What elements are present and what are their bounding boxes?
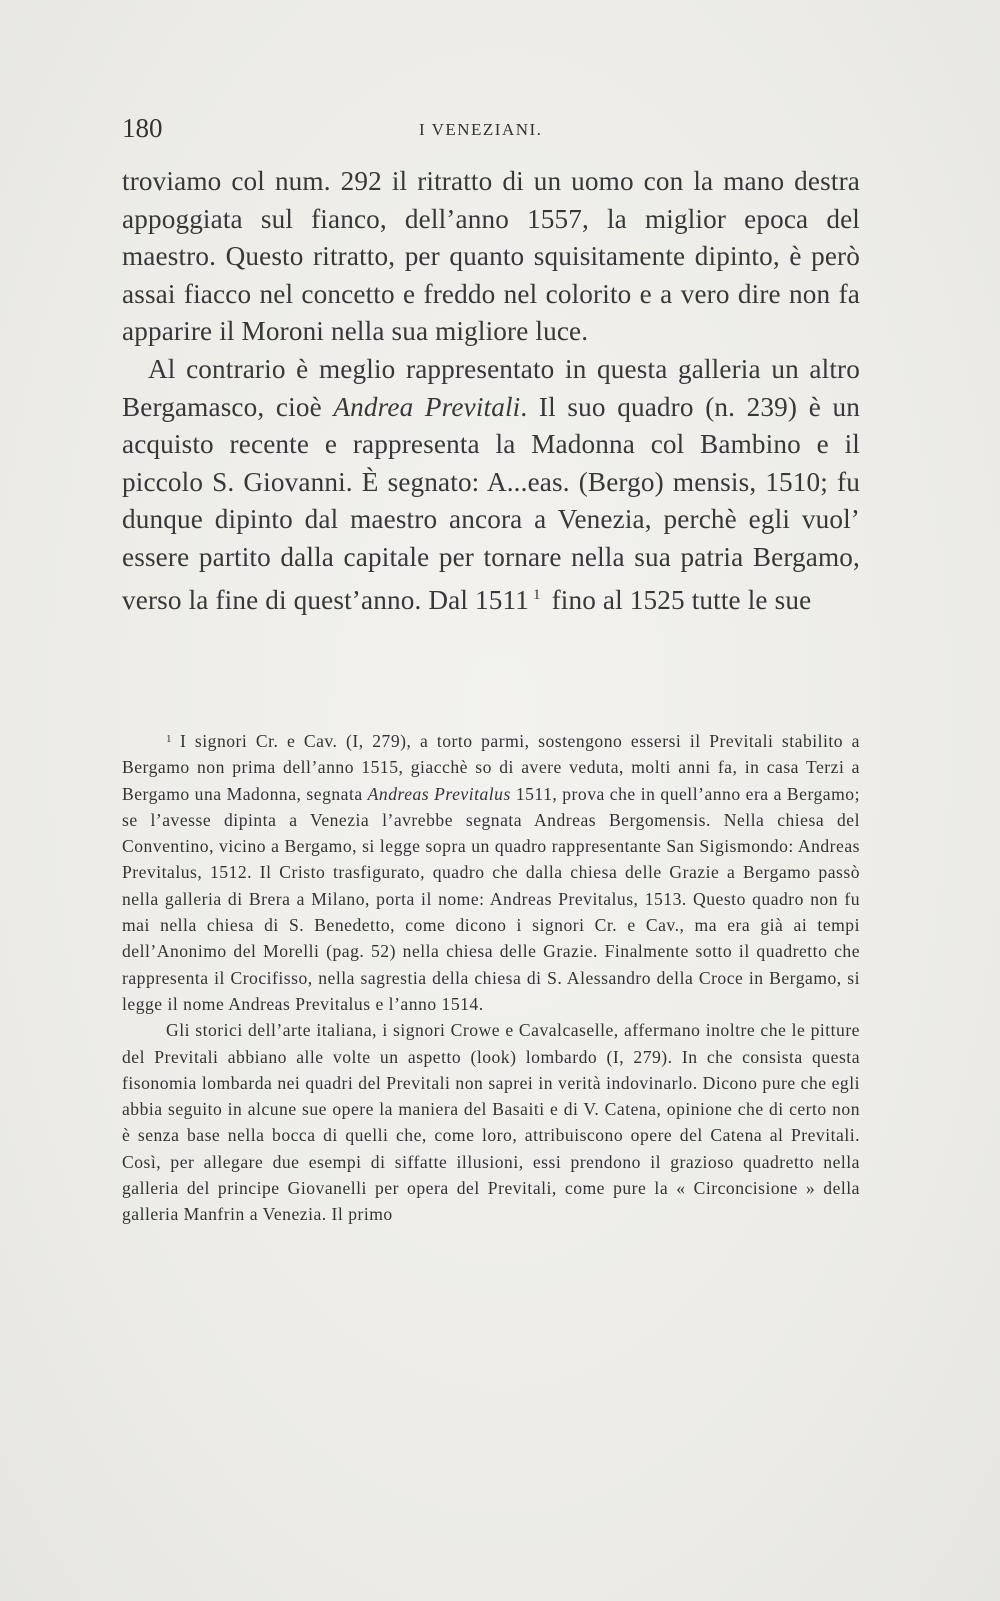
footnote-reference: 1 (532, 586, 541, 603)
footnotes (122, 726, 860, 1228)
footnote-1-continuation (122, 1017, 860, 1227)
page-header (122, 113, 858, 153)
footnote-1 (122, 726, 860, 1017)
paragraph-2 (122, 351, 860, 619)
running-title: I VENEZIANI. (419, 120, 543, 139)
footnote-1-italic: Andreas Previtalus (367, 783, 511, 804)
footnote-2-text: Gli storici dell’arte italiana, i signori Crowe e Cavalcaselle, affermano inoltre che le pitture del Previtali abbiano alle volte un aspetto (look) lombardo (I, 279). In che consista questa fisonomia lombarda nei quadri del Previtali non saprei in verità indovinarlo. Dicono pure che egli abbia seguito in alcune sue opere la maniera del Basaiti e di V. Catena, opinione che di certo non è senza base nella bocca di quelli che, come loro, attribuiscono opere del Catena al Previtali. Così, per allegare due esempi di siffatte illusioni, essi prendono il grazioso quadretto nella galleria del principe Giovanelli per opera del Previtali, come pure la « Circoncisione » della galleria Manfrin a Venezia. Il primo (122, 1020, 860, 1225)
paragraph-1 (122, 163, 860, 351)
italic-name: Andrea Previtali (333, 391, 521, 422)
main-text (122, 163, 860, 619)
footnote-1-text-b: 1511, prova che in quell’anno era a Bergamo; se l’avesse dipinta a Venezia l’avrebbe segnata Andreas Bergomensis. Nella chiesa del Conventino, vicino a Bergamo, si legge sopra un quadro rappresentante San Sigismondo: Andreas Previtalus, 1512. Il Cristo trasfigurato, quadro che dalla chiesa delle Grazie a Bergamo passò nella galleria di Brera a Milano, porta il nome: Andreas Previtalus, 1513. Questo quadro non fu mai nella chiesa di S. Benedetto, come dicono i signori Cr. e Cav., ma era già ai tempi dell’Anonimo del Morelli (pag. 52) nella chiesa delle Grazie. Finalmente sotto il quadretto che rappresenta il Crocifisso, nella sagrestia della chiesa di S. Alessandro della Croce in Bergamo, si legge il nome Andreas Previtalus e l’anno 1514. (122, 783, 860, 1014)
paragraph-1-text: troviamo col num. 292 il ritratto di un uomo con la mano destra appoggiata sul fianco, dell’anno 1557, la miglior epoca del maestro. Questo ritratto, per quanto squisitamente dipinto, è però assai fiacco nel concetto e freddo nel colorito e a vero dire non fa apparire il Moroni nella sua migliore luce. (122, 166, 860, 347)
paragraph-2-text-c: fino al 1525 tutte le sue (544, 584, 812, 615)
footnote-1-text-a: I signori Cr. e Cav. (I, 279), a torto parmi, sostengono essersi il Previtali stabilito a Bergamo non prima dell’anno 1515, giacchè so di avere veduta, molti anni fa, in casa Terzi a Bergamo una Madonna, segnata (122, 731, 860, 804)
page-number: 180 (122, 113, 163, 143)
paragraph-2-text-b: . Il suo quadro (n. 239) è un acquisto recente e rappresenta la Madonna col Bambino e il piccolo S. Giovanni. È segnato: A...eas. (Bergo) mensis, 1510; fu dunque dipinto dal maestro ancora a Venezia, perchè egli vuol’ essere partito dalla capitale per tornare nella sua patria Bergamo, verso la fine di quest’anno. Dal 1511 (122, 391, 860, 615)
paragraph-2-text-a: Al contrario è meglio rappresentato in questa galleria un altro Bergamasco, cioè (122, 353, 860, 422)
footnote-marker: 1 (166, 733, 172, 745)
